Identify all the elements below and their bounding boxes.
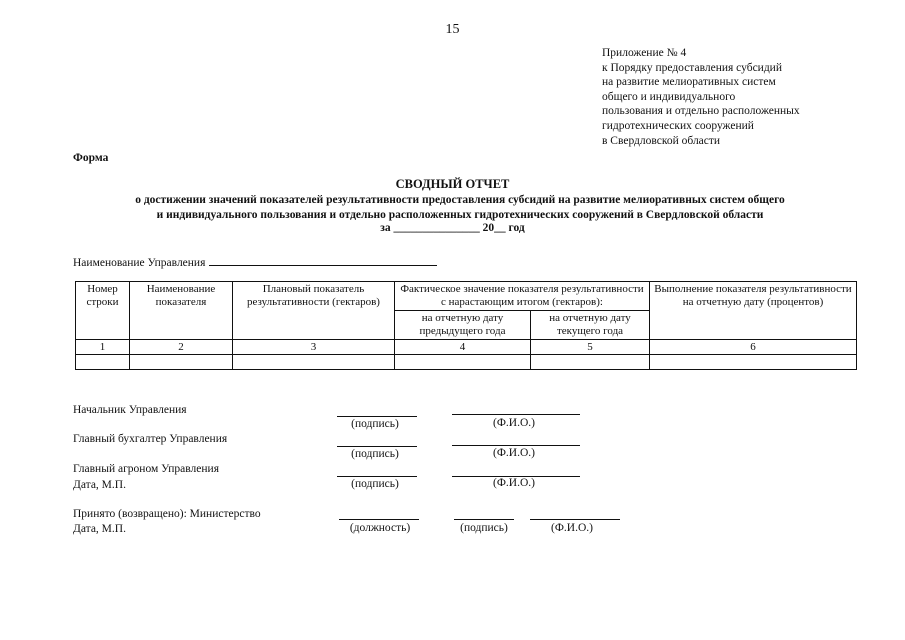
column-number: 4 (395, 340, 531, 355)
header-planned-value: Плановый показатель результативности (гектаров) (233, 282, 395, 340)
subtitle-line: о достижении значений показателей результативности предоставления субсидий на развитие мелиоративных систем общего (135, 194, 785, 206)
table-cell[interactable] (233, 355, 395, 370)
accountant-name-line[interactable] (452, 445, 580, 446)
appendix-line: общего и индивидуального (602, 90, 736, 103)
form-label: Форма (73, 152, 109, 164)
appendix-block (602, 46, 800, 148)
report-table (75, 281, 857, 370)
head-sign-line[interactable] (337, 416, 417, 417)
report-title: СВОДНЫЙ ОТЧЕТ (395, 177, 510, 191)
ministry-position-line[interactable] (339, 519, 419, 520)
ministry-date-label: Дата, М.П. (73, 523, 126, 535)
table-cell[interactable] (395, 355, 531, 370)
report-period: за _______________ 20__ год (380, 222, 525, 234)
table-column-numbers-row (76, 340, 857, 355)
accountant-sign-line[interactable] (337, 446, 417, 447)
header-current-year: на отчетную дату текущего года (531, 311, 650, 340)
header-previous-year: на отчетную дату предыдущего года (395, 311, 531, 340)
agronomist-sign-line[interactable] (337, 476, 417, 477)
appendix-line: к Порядку предоставления субсидий (602, 61, 782, 74)
appendix-line: в Свердловской области (602, 134, 721, 147)
page-number: 15 (445, 22, 460, 37)
column-number: 1 (76, 340, 130, 355)
table-cell[interactable] (76, 355, 130, 370)
head-label: Начальник Управления (73, 404, 187, 416)
table-cell[interactable] (650, 355, 857, 370)
department-field (73, 255, 437, 269)
table-row (76, 355, 857, 370)
accountant-name-caption: (Ф.И.О.) (493, 447, 535, 459)
department-label: Наименование Управления (73, 257, 206, 269)
table-header-row (76, 282, 857, 311)
report-subtitle (60, 193, 860, 222)
column-number: 2 (130, 340, 233, 355)
column-number: 6 (650, 340, 857, 355)
agronomist-date-label: Дата, М.П. (73, 479, 126, 491)
appendix-line: Приложение № 4 (602, 47, 687, 59)
subtitle-line: и индивидуального пользования и отдельно расположенных гидротехнических сооружений в Свердловской области (156, 208, 764, 221)
department-fill-line[interactable] (209, 255, 437, 266)
agronomist-sign-caption: (подпись) (351, 478, 399, 490)
agronomist-name-caption: (Ф.И.О.) (493, 477, 535, 489)
ministry-sign-line[interactable] (454, 519, 514, 520)
table-cell[interactable] (130, 355, 233, 370)
appendix-line: пользования и отдельно расположенных (602, 105, 800, 118)
head-sign-caption: (подпись) (351, 418, 399, 430)
ministry-name-caption: (Ф.И.О.) (551, 522, 593, 534)
accountant-sign-caption: (подпись) (351, 448, 399, 460)
table-cell[interactable] (531, 355, 650, 370)
head-name-line[interactable] (452, 414, 580, 415)
column-number: 3 (233, 340, 395, 355)
head-name-caption: (Ф.И.О.) (493, 417, 535, 429)
header-actual-value: Фактическое значение показателя результативности с нарастающим итогом (гектаров): (395, 282, 650, 311)
ministry-sign-caption: (подпись) (460, 522, 508, 534)
appendix-line: гидротехнических сооружений (602, 119, 754, 132)
ministry-name-line[interactable] (530, 519, 620, 520)
agronomist-label: Главный агроном Управления (73, 463, 219, 475)
appendix-line: на развитие мелиоративных систем (602, 76, 776, 89)
column-number: 5 (531, 340, 650, 355)
header-indicator-name: Наименование показателя (130, 282, 233, 340)
ministry-position-caption: (должность) (349, 522, 411, 534)
accountant-label: Главный бухгалтер Управления (73, 433, 228, 445)
header-row-number: Номер строки (76, 282, 130, 340)
ministry-label: Принято (возвращено): Министерство (73, 508, 261, 520)
header-completion: Выполнение показателя результативности на отчетную дату (процентов) (650, 282, 857, 340)
